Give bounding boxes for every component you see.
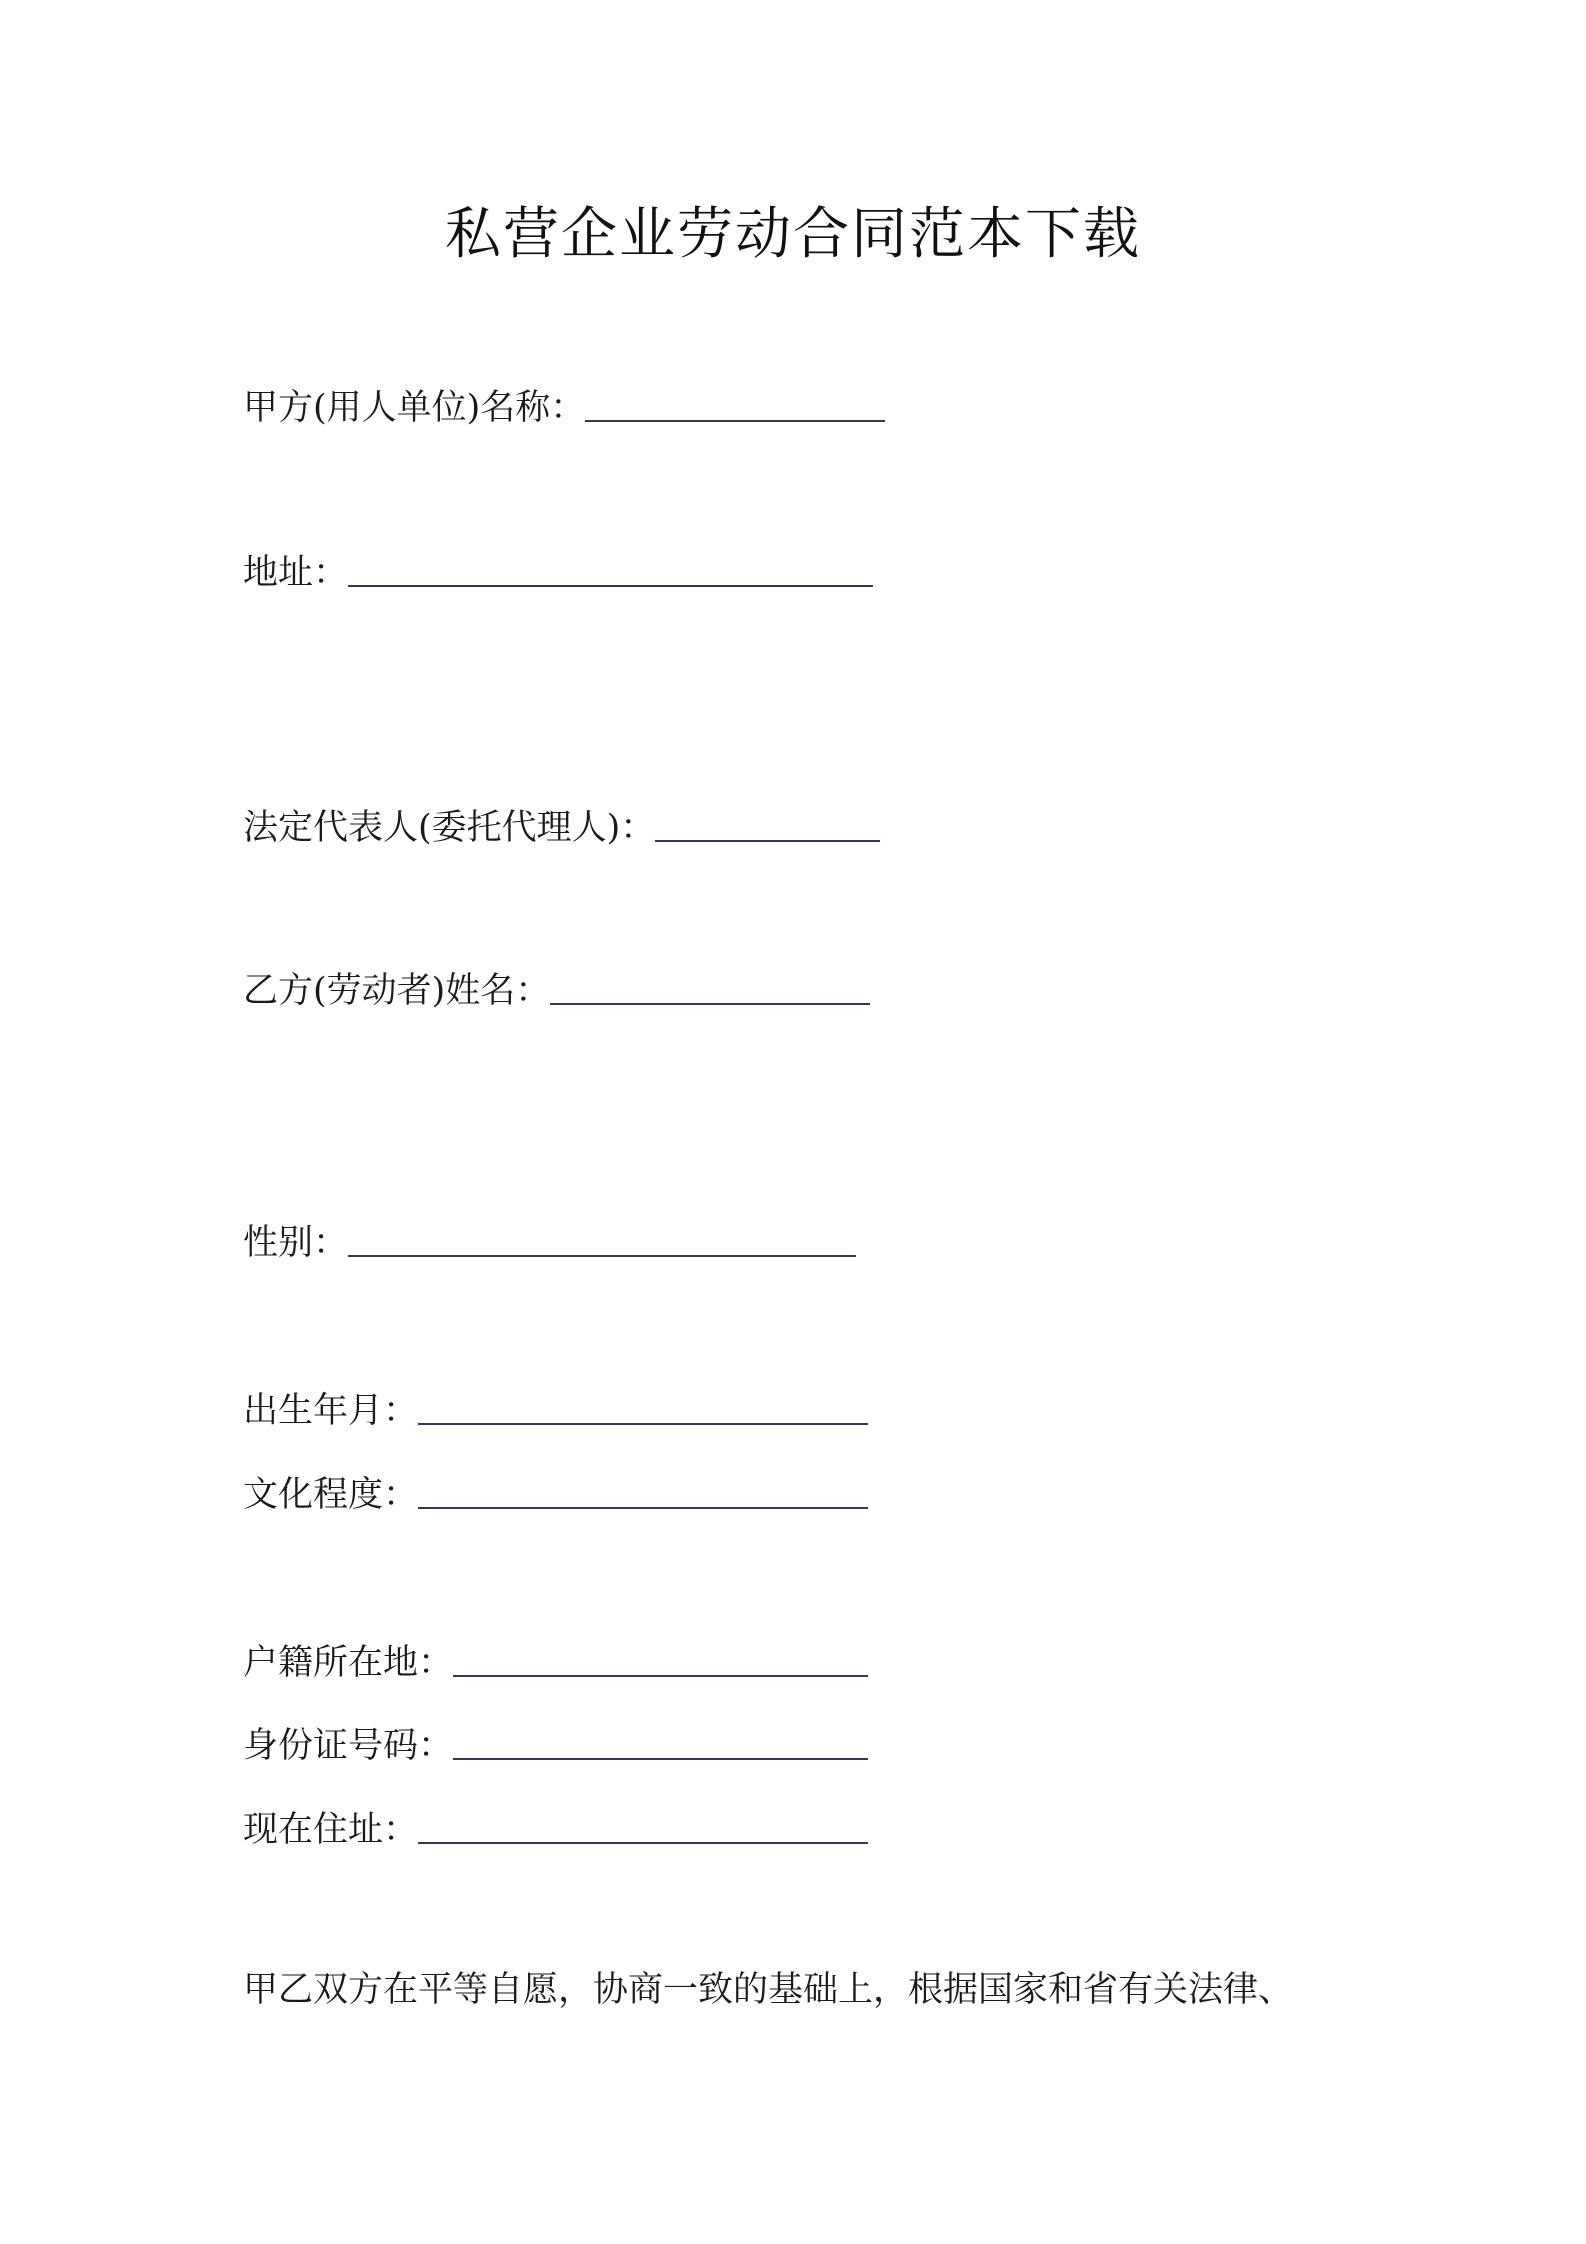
field-birth-date xyxy=(243,1383,868,1433)
field-label: 法定代表人(委托代理人)： xyxy=(243,808,656,848)
fill-in-blank[interactable] xyxy=(453,1758,868,1760)
fill-in-blank[interactable] xyxy=(418,1507,868,1509)
body-paragraph: 甲乙双方在平等自愿，协商一致的基础上，根据国家和省有关法律、 xyxy=(243,1970,1294,2010)
field-education xyxy=(243,1467,868,1517)
field-label: 户籍所在地： xyxy=(243,1643,454,1683)
field-label: 性别： xyxy=(243,1223,349,1263)
field-label: 地址： xyxy=(243,553,349,593)
field-id-number xyxy=(243,1718,868,1768)
field-legal-representative xyxy=(243,800,880,850)
fill-in-blank[interactable] xyxy=(655,840,880,842)
field-household-registration xyxy=(243,1635,868,1685)
document-title: 私营企业劳动合同范本下载 xyxy=(445,202,1141,267)
field-gender xyxy=(243,1215,856,1265)
field-address xyxy=(243,545,873,595)
fill-in-blank[interactable] xyxy=(348,585,873,587)
field-current-address xyxy=(243,1802,868,1852)
field-label: 现在住址： xyxy=(243,1810,419,1850)
fill-in-blank[interactable] xyxy=(418,1842,868,1844)
fill-in-blank[interactable] xyxy=(348,1255,856,1257)
field-label: 身份证号码： xyxy=(243,1726,454,1766)
field-label: 文化程度： xyxy=(243,1475,419,1515)
field-label: 甲方(用人单位)名称： xyxy=(243,388,586,428)
fill-in-blank[interactable] xyxy=(585,420,885,422)
field-label: 乙方(劳动者)姓名： xyxy=(243,971,551,1011)
fill-in-blank[interactable] xyxy=(453,1675,868,1677)
field-employer-name xyxy=(243,380,885,430)
fill-in-blank[interactable] xyxy=(418,1423,868,1425)
fill-in-blank[interactable] xyxy=(550,1003,870,1005)
field-employee-name xyxy=(243,963,870,1013)
field-label: 出生年月： xyxy=(243,1391,419,1431)
